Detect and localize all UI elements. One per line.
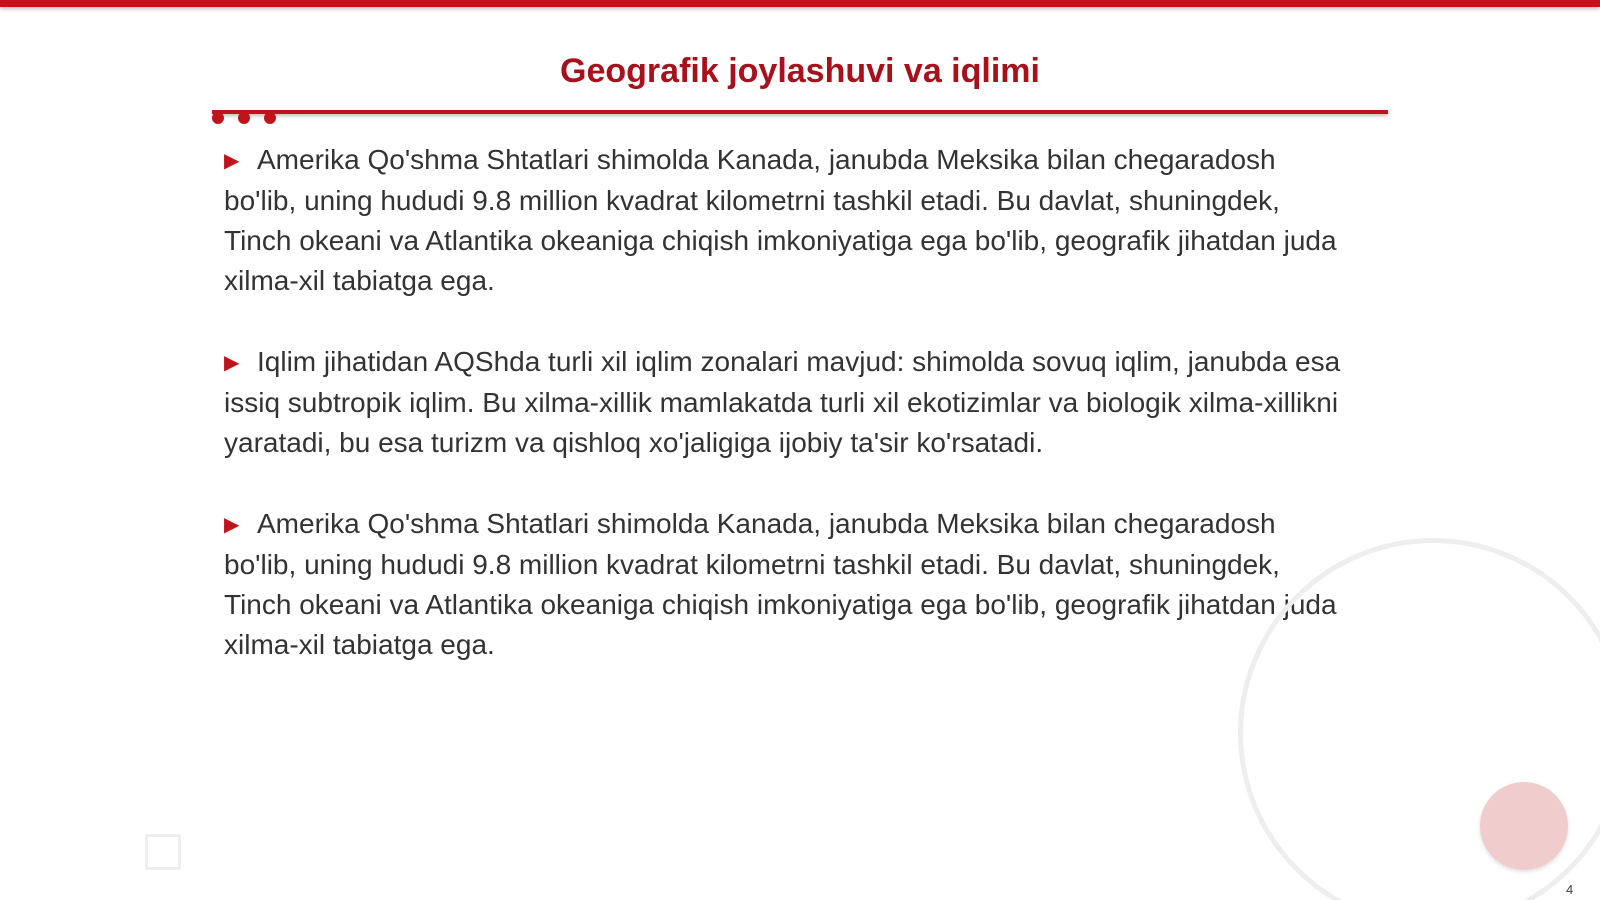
bullet-paragraph-3 — [224, 504, 1354, 665]
triangle-bullet-icon: ▶ — [224, 150, 240, 172]
bullet-paragraph-2 — [224, 342, 1354, 463]
decor-dot — [264, 112, 276, 124]
bullet-paragraph-text: Amerika Qo'shma Shtatlari shimolda Kanada, janubda Meksika bilan chegaradosh bo'lib, uning hududi 9.8 million kvadrat kilometrni tashkil etadi. Bu davlat, shuningdek, Tinch okeani va Atlantika okeaniga chiqish imkoniyatiga ega bo'lib, geografik jihatdan juda xilma-xil tabiatga ega. — [224, 508, 1337, 660]
top-accent-bar — [0, 0, 1600, 7]
page-number: 4 — [1566, 882, 1574, 897]
decor-dot — [238, 112, 250, 124]
bullet-paragraph-text: Iqlim jihatidan AQShda turli xil iqlim zonalari mavjud: shimolda sovuq iqlim, janubda esa issiq subtropik iqlim. Bu xilma-xillik mamlakatda turli xil ekotizimlar va biologik xilma-xillikni yaratadi, bu esa turizm va qishloq xo'jaligiga ijobiy ta'sir ko'rsatadi. — [224, 346, 1341, 458]
decorative-square-outline — [145, 834, 181, 870]
slide-title: Geografik joylashuvi va iqlimi — [560, 52, 1040, 90]
bullet-paragraph-1 — [224, 140, 1354, 301]
bullet-list — [224, 140, 1354, 706]
decorative-circle-filled — [1480, 782, 1568, 870]
bullet-paragraph-text: Amerika Qo'shma Shtatlari shimolda Kanada, janubda Meksika bilan chegaradosh bo'lib, uning hududi 9.8 million kvadrat kilometrni tashkil etadi. Bu davlat, shuningdek, Tinch okeani va Atlantika okeaniga chiqish imkoniyatiga ega bo'lib, geografik jihatdan juda xilma-xil tabiatga ega. — [224, 144, 1337, 296]
triangle-bullet-icon: ▶ — [224, 514, 240, 536]
decor-dot — [212, 112, 224, 124]
title-underline — [212, 110, 1388, 114]
triangle-bullet-icon: ▶ — [224, 352, 240, 374]
title-underline-dots — [212, 112, 276, 124]
